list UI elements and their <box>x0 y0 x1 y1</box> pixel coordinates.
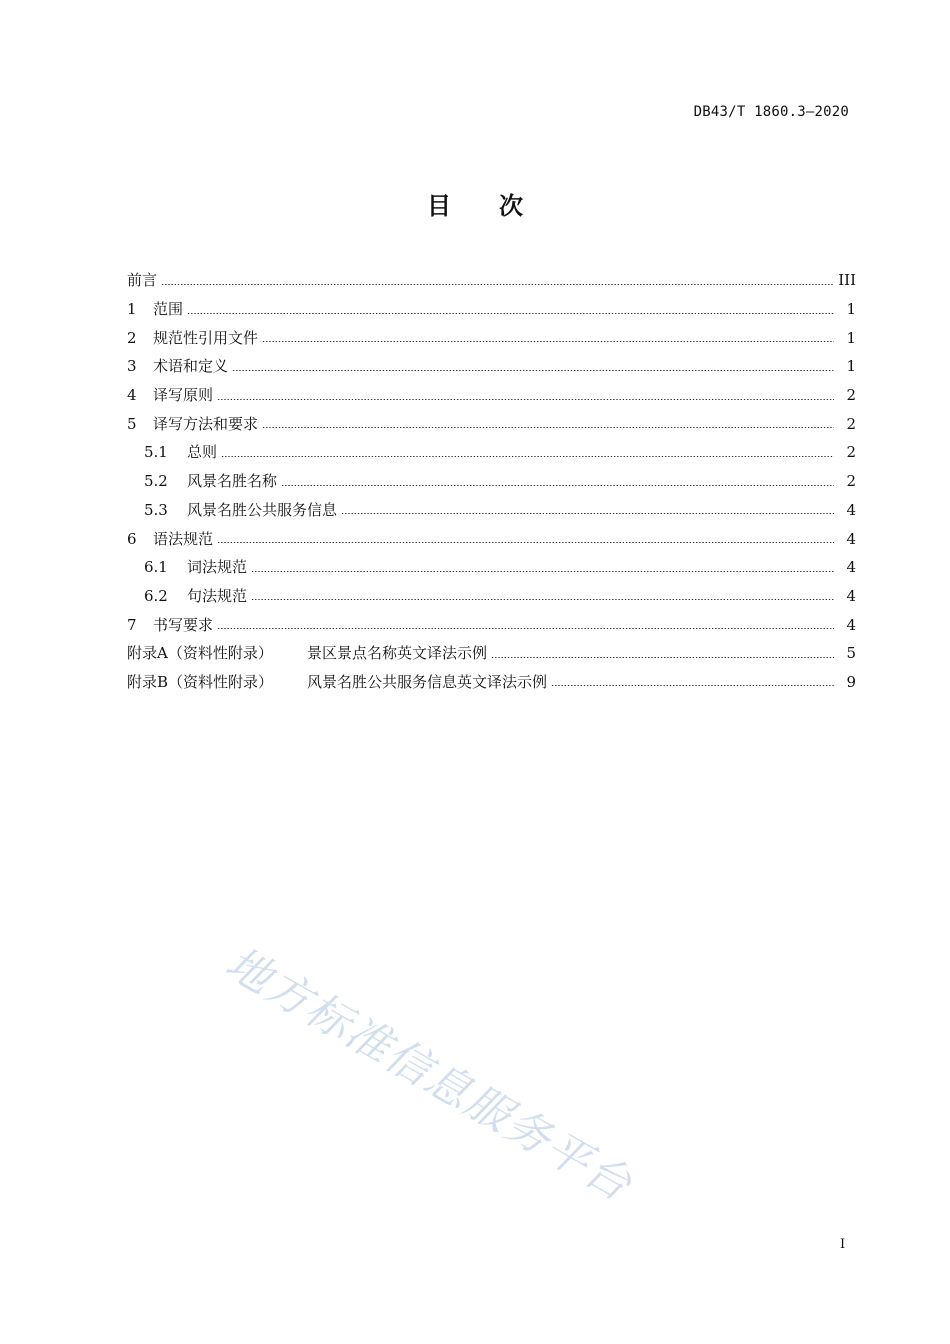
toc-entry-label: 前言 <box>127 271 158 290</box>
toc-entry-page: 2 <box>846 386 856 405</box>
toc-entry-number: 4 <box>127 386 137 405</box>
dot-leader <box>232 370 834 371</box>
toc-entry-6[interactable] <box>127 524 856 553</box>
toc-entry-number: 6 <box>127 529 137 548</box>
toc-entry-number: 5.2 <box>144 472 168 491</box>
toc-entry-1[interactable] <box>127 295 856 324</box>
dot-leader <box>262 427 834 428</box>
page-number: I <box>840 1237 846 1252</box>
toc-entry-number: 6.1 <box>144 558 168 577</box>
toc-entry-number: 7 <box>127 615 137 634</box>
dot-leader <box>161 284 834 285</box>
toc-entry-page: 4 <box>846 586 856 605</box>
toc-entry-page: 5 <box>846 644 856 663</box>
dot-leader <box>217 399 834 400</box>
toc-entry-page: 2 <box>846 443 856 462</box>
toc-entry-page: 2 <box>846 414 856 433</box>
toc-entry-label: 语法规范 <box>153 529 214 548</box>
dot-leader <box>217 542 834 543</box>
dot-leader <box>251 571 834 572</box>
toc-entry-annex-a[interactable] <box>127 639 856 668</box>
table-of-contents <box>127 266 856 696</box>
toc-entry-5-1[interactable] <box>127 438 856 467</box>
toc-entry-label: 术语和定义 <box>153 357 229 376</box>
dot-leader <box>341 513 834 514</box>
watermark: 地方标准信息服务平台 <box>217 937 641 1212</box>
toc-entry-page: 1 <box>846 300 856 319</box>
toc-entry-label: 景区景点名称英文译法示例 <box>307 644 488 663</box>
toc-entry-label: 书写要求 <box>153 615 214 634</box>
toc-entry-page: 4 <box>846 615 856 634</box>
toc-entry-page: 4 <box>846 529 856 548</box>
toc-entry-label: 规范性引用文件 <box>153 328 259 347</box>
toc-entry-label: 译写原则 <box>153 386 214 405</box>
toc-entry-6-2[interactable] <box>127 582 856 611</box>
dot-leader <box>251 599 834 600</box>
toc-entry-2[interactable] <box>127 323 856 352</box>
toc-entry-page: 4 <box>846 500 856 519</box>
dot-leader <box>262 341 834 342</box>
toc-entry-number: 2 <box>127 328 137 347</box>
toc-entry-number: 1 <box>127 300 137 319</box>
dot-leader <box>281 485 834 486</box>
toc-entry-label: 译写方法和要求 <box>153 414 259 433</box>
toc-entry-page: 1 <box>846 328 856 347</box>
dot-leader <box>217 628 834 629</box>
toc-entry-number: 5.3 <box>144 500 168 519</box>
toc-entry-number: 附录A（资料性附录） <box>127 644 273 663</box>
document-code: DB43/T 1860.3—2020 <box>693 104 849 120</box>
toc-entry-label: 风景名胜公共服务信息英文译法示例 <box>307 672 548 691</box>
toc-entry-foreword[interactable] <box>127 266 856 295</box>
toc-entry-label: 风景名胜公共服务信息 <box>187 500 338 519</box>
toc-entry-label: 风景名胜名称 <box>187 472 278 491</box>
dot-leader <box>187 313 834 314</box>
toc-entry-7[interactable] <box>127 610 856 639</box>
toc-entry-6-1[interactable] <box>127 553 856 582</box>
toc-entry-page: 2 <box>846 472 856 491</box>
toc-entry-page: 1 <box>846 357 856 376</box>
toc-entry-number: 6.2 <box>144 586 168 605</box>
dot-leader <box>551 685 834 686</box>
toc-entry-number: 5 <box>127 414 137 433</box>
toc-entry-page: 4 <box>846 558 856 577</box>
toc-entry-page: 9 <box>846 672 856 691</box>
dot-leader <box>221 456 834 457</box>
toc-entry-3[interactable] <box>127 352 856 381</box>
toc-entry-label: 词法规范 <box>187 558 248 577</box>
toc-entry-5[interactable] <box>127 409 856 438</box>
toc-entry-label: 句法规范 <box>187 586 248 605</box>
toc-entry-number: 3 <box>127 357 137 376</box>
toc-entry-label: 总则 <box>187 443 218 462</box>
toc-entry-5-2[interactable] <box>127 467 856 496</box>
toc-title: 目次 <box>427 192 571 220</box>
toc-entry-number: 附录B（资料性附录） <box>127 672 274 691</box>
toc-entry-number: 5.1 <box>144 443 168 462</box>
toc-entry-label: 范围 <box>153 300 184 319</box>
toc-entry-4[interactable] <box>127 381 856 410</box>
toc-entry-page: III <box>838 271 856 290</box>
dot-leader <box>491 657 834 658</box>
toc-entry-5-3[interactable] <box>127 496 856 525</box>
toc-entry-annex-b[interactable] <box>127 668 856 697</box>
